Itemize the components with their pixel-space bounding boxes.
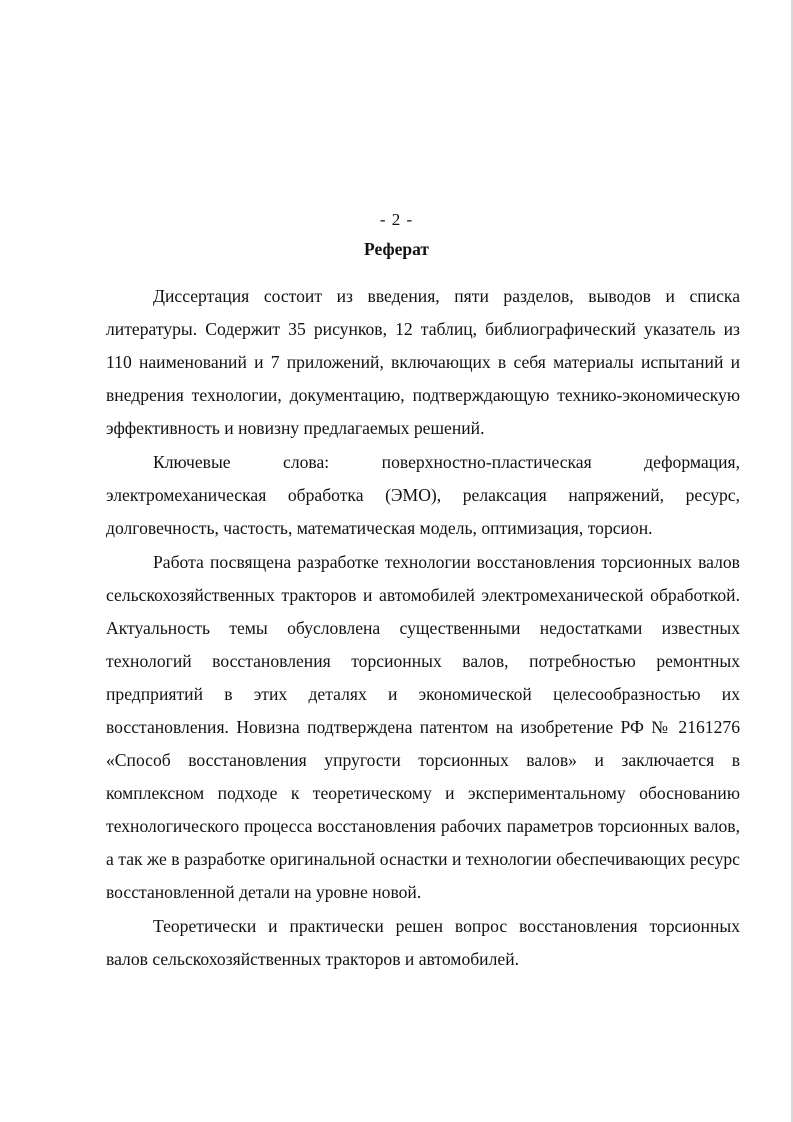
page-header bbox=[0, 208, 793, 262]
paragraph-purpose: Работа посвящена разработке технологии восстановления торсионных валов сельскохозяйственных тракторов и автомобилей электромеханической обработкой. Актуальность темы обусловлена существенными недостатками известных технологий восстановления торсионных валов, потребностью ремонтных предприятий в этих деталях и экономической целесообразностью их восстановления. Новизна подтверждена патентом на изобретение РФ № 2161276 «Способ восстановления упругости торсионных валов» и заключается в комплексном подходе к теоретическому и экспериментальному обоснованию технологического процесса восстановления рабочих параметров торсионных валов, а так же в разработке оригинальной оснастки и технологии обеспечивающих ресурс восстановленной детали на уровне новой. bbox=[106, 552, 740, 902]
paragraph-structure: Диссертация состоит из введения, пяти разделов, выводов и списка литературы. Содержит 35 рисунков, 12 таблиц, библиографический указатель из 110 наименований и 7 приложений, включающих в себя материалы испытаний и внедрения технологии, документацию, подтверждающую технико-экономическую эффективность и новизну предлагаемых решений. bbox=[106, 286, 740, 438]
page-title: Реферат bbox=[364, 239, 429, 259]
page-number: - 2 - bbox=[379, 210, 414, 229]
paragraph-conclusion: Теоретически и практически решен вопрос восстановления торсионных валов сельскохозяйственных тракторов и автомобилей. bbox=[106, 916, 740, 969]
abstract-body bbox=[106, 280, 740, 976]
paragraph-keywords: Ключевые слова: поверхностно-пластическая деформация, электромеханическая обработка (ЭМО), релаксация напряжений, ресурс, долговечность, частость, математическая модель, оптимизация, торсион. bbox=[106, 452, 740, 538]
